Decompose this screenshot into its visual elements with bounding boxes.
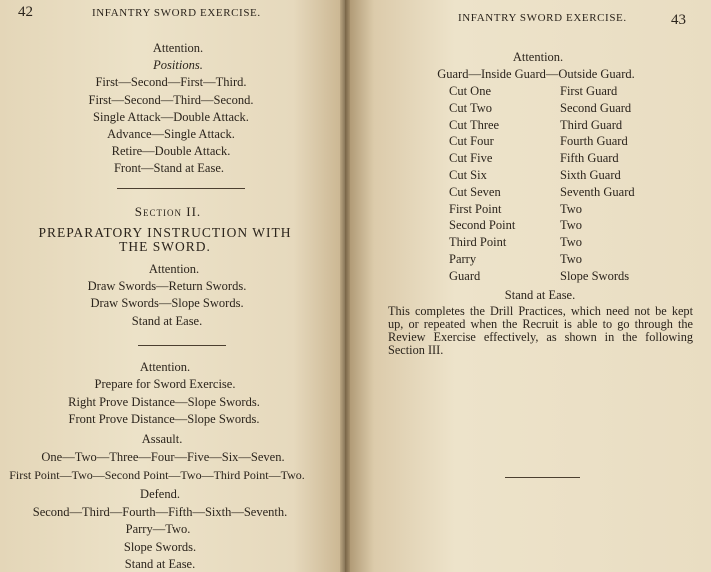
left-page	[0, 0, 345, 572]
left-line: Defend.	[140, 487, 180, 501]
left-page-number: 42	[18, 4, 33, 20]
drill-right-item: Two	[560, 235, 583, 250]
left-line: First—Second—Third—Second.	[88, 93, 254, 107]
right-page-number: 43	[671, 12, 686, 28]
drill-left-item: Cut Five	[449, 151, 493, 166]
drill-left-item: First Point	[449, 201, 502, 216]
left-line: Attention.	[148, 262, 200, 276]
left-line: First Point—Two—Second Point—Two—Third Point—Two.	[9, 468, 305, 482]
drill-right-item: Two	[560, 252, 583, 266]
end-divider	[505, 477, 580, 478]
divider	[138, 345, 226, 346]
section-label: Section II.	[134, 204, 202, 219]
left-line: Single Attack—Double Attack.	[93, 110, 249, 124]
left-line: Parry—Two.	[125, 522, 191, 536]
drill-left-item: Cut Four	[449, 134, 494, 149]
drill-left-item: Second Point	[449, 218, 516, 233]
closing-paragraph: This completes the Drill Practices, which need not be kept up, or repeated when the Recruit is able to go through the Review Exercise effectively, as shown in the following Section III.	[388, 304, 693, 357]
left-line: Attention.	[139, 360, 191, 374]
left-line: Draw Swords—Return Swords.	[87, 279, 247, 293]
drill-right-item: Fourth Guard	[560, 134, 628, 149]
left-line: Assault.	[141, 432, 183, 446]
section-heading: THE SWORD.	[119, 239, 211, 254]
left-line: Attention.	[152, 41, 204, 55]
left-line: Positions.	[153, 58, 203, 72]
left-line: Prepare for Sword Exercise.	[94, 377, 236, 391]
drill-left-item: Third Point	[449, 235, 507, 250]
drill-right-item: Sixth Guard	[560, 168, 621, 182]
left-line: Advance—Single Attack.	[107, 127, 235, 141]
drill-right-item: First Guard	[560, 84, 618, 98]
left-running-head: INFANTRY SWORD EXERCISE.	[92, 7, 261, 19]
right-page	[345, 0, 711, 572]
right-line: Guard—Inside Guard—Outside Guard.	[437, 67, 635, 81]
drill-left-item: Guard	[449, 268, 481, 283]
drill-right-item: Slope Swords	[560, 268, 630, 283]
drill-left-item: Cut Three	[449, 117, 500, 132]
left-line: Front Prove Distance—Slope Swords.	[68, 412, 260, 426]
right-running-head: INFANTRY SWORD EXERCISE.	[458, 12, 627, 24]
left-line: Stand at Ease.	[131, 314, 203, 328]
left-line: Slope Swords.	[123, 540, 197, 554]
drill-left-item: Parry	[449, 252, 477, 266]
drill-right-item: Third Guard	[560, 117, 623, 132]
book-gutter	[340, 0, 350, 572]
right-line: Stand at Ease.	[504, 288, 576, 302]
section-divider	[117, 188, 245, 189]
drill-right-item: Fifth Guard	[560, 151, 619, 166]
drill-right-item: Two	[560, 218, 583, 233]
left-line: First—Second—First—Third.	[95, 75, 247, 89]
left-line: Retire—Double Attack.	[111, 144, 231, 158]
left-line: Right Prove Distance—Slope Swords.	[68, 395, 260, 409]
left-line: One—Two—Three—Four—Five—Six—Seven.	[41, 450, 285, 464]
drill-left-item: Cut Six	[449, 168, 487, 182]
drill-left-item: Cut Seven	[449, 184, 501, 199]
drill-left-item: Cut One	[449, 84, 492, 98]
left-line: Second—Third—Fourth—Fifth—Sixth—Seventh.	[32, 505, 288, 519]
drill-right-item: Second Guard	[560, 100, 632, 115]
left-line: Stand at Ease.	[124, 557, 196, 571]
left-line: Front—Stand at Ease.	[113, 161, 225, 175]
drill-left-item: Cut Two	[449, 100, 492, 115]
right-line: Attention.	[512, 50, 564, 64]
drill-right-item: Two	[560, 201, 583, 216]
drill-right-item: Seventh Guard	[560, 184, 635, 199]
left-line: Draw Swords—Slope Swords.	[90, 296, 244, 310]
section-heading: PREPARATORY INSTRUCTION WITH	[38, 225, 292, 240]
